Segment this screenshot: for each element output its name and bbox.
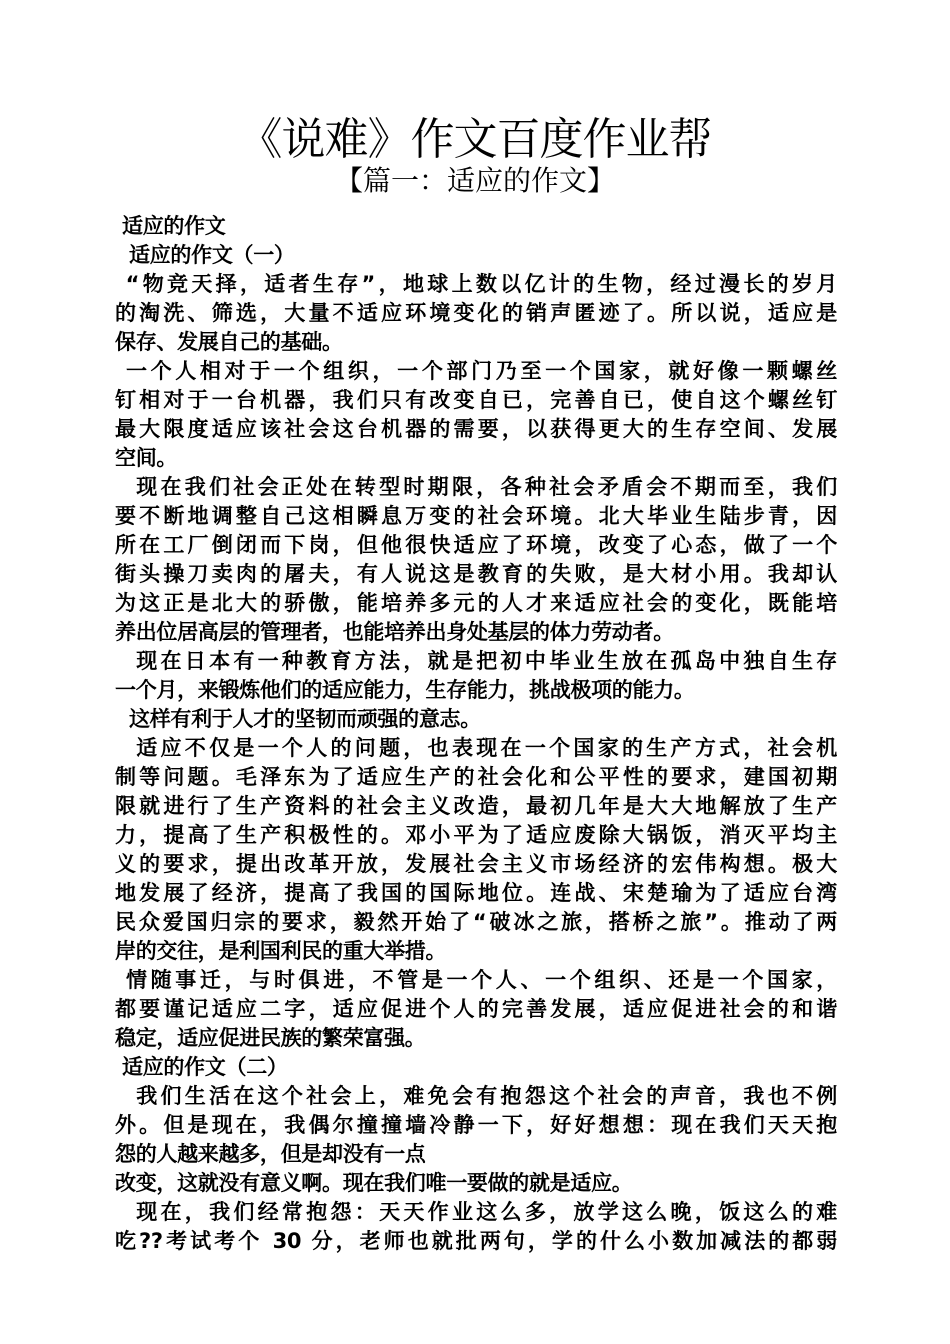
body-line: 限就进行了生产资料的社会主义改造，最初几年是大大地解放了生产 bbox=[115, 794, 837, 818]
body-line: 养出位居高层的管理者，也能培养出身处基层的体力劳动者。 bbox=[115, 620, 674, 644]
body-line: 要不断地调整自己这相瞬息万变的社会环境。北大毕业生陆步青，因 bbox=[115, 504, 837, 528]
document-body bbox=[115, 212, 837, 1256]
body-line: 力，提高了生产积极性的。邓小平为了适应废除大锅饭，消灭平均主 bbox=[115, 823, 837, 847]
body-line: 适应的作文（二） bbox=[115, 1055, 288, 1079]
document-title: 《说难》作文百度作业帮 bbox=[238, 114, 712, 165]
body-line: 一个人相对于一个组织，一个部门乃至一个国家，就好像一颗螺丝 bbox=[115, 359, 837, 383]
body-line: 的淘洗、筛选，大量不适应环境变化的销声匿迹了。所以说，适应是 bbox=[115, 301, 837, 325]
body-line: 义的要求，提出改革开放，发展社会主义市场经济的宏伟构想。极大 bbox=[115, 852, 837, 876]
body-line: 空间。 bbox=[115, 446, 178, 470]
body-line: 地发展了经济，提高了我国的国际地位。连战、宋楚瑜为了适应台湾 bbox=[115, 881, 837, 905]
body-line: 所在工厂倒闭而下岗，但他很快适应了环境，改变了心态，做了一个 bbox=[115, 533, 837, 557]
body-line: 最大限度适应该社会这台机器的需要，以获得更大的生存空间、发展 bbox=[115, 417, 837, 441]
body-line: 制等问题。毛泽东为了适应生产的社会化和公平性的要求，建国初期 bbox=[115, 765, 837, 789]
body-line: 这样有利于人才的坚韧而顽强的意志。 bbox=[115, 707, 481, 731]
body-line: 现在，我们经常抱怨：天天作业这么多，放学这么晚，饭这么的难 bbox=[115, 1200, 837, 1224]
body-line: 情随事迁，与时俱进，不管是一个人、一个组织、还是一个国家， bbox=[115, 968, 837, 992]
body-line: 怨的人越来越多，但是却没有一点 bbox=[115, 1142, 426, 1166]
body-line: 民众爱国归宗的要求，毅然开始了“破冰之旅，搭桥之旅”。推动了两 bbox=[115, 910, 837, 934]
body-line: 现在日本有一种教育方法，就是把初中毕业生放在孤岛中独自生存 bbox=[115, 649, 837, 673]
body-line: 保存、发展自己的基础。 bbox=[115, 330, 343, 354]
body-line: 外。但是现在，我偶尔撞撞墙冷静一下，好好想想：现在我们天天抱 bbox=[115, 1113, 837, 1137]
body-line: 适应的作文（一） bbox=[115, 243, 295, 267]
body-line: 现在我们社会正处在转型时期限，各种社会矛盾会不期而至，我们 bbox=[115, 475, 837, 499]
document-subtitle: 【篇一：适应的作文】 bbox=[334, 164, 615, 197]
body-line: “物竞天择，适者生存”，地球上数以亿计的生物，经过漫长的岁月 bbox=[115, 272, 837, 296]
body-line: 钉相对于一台机器，我们只有改变自已，完善自已，使自这个螺丝钉 bbox=[115, 388, 837, 412]
body-line: 适应的作文 bbox=[115, 214, 226, 238]
body-line: 岸的交往，是利国利民的重大举措。 bbox=[115, 939, 447, 963]
body-line: 我们生活在这个社会上，难免会有抱怨这个社会的声音，我也不例 bbox=[115, 1084, 837, 1108]
body-line: 街头操刀卖肉的屠夫，有人说这是教育的失败，是大材小用。我却认 bbox=[115, 562, 837, 586]
body-line: 改变，这就没有意义啊。现在我们唯一要做的就是适应。 bbox=[115, 1171, 633, 1195]
body-line: 一个月，来锻炼他们的适应能力，生存能力，挑战极项的能力。 bbox=[115, 678, 695, 702]
body-line: 稳定，适应促进民族的繁荣富强。 bbox=[115, 1026, 426, 1050]
body-line: 适应不仅是一个人的问题，也表现在一个国家的生产方式，社会机 bbox=[115, 736, 837, 760]
body-line: 为这正是北大的骄傲，能培养多元的人才来适应社会的变化，既能培 bbox=[115, 591, 837, 615]
body-line: 吃??考试考个 30 分，老师也就批两句，学的什么小数加减法的都弱 bbox=[115, 1229, 837, 1253]
body-line: 都要谨记适应二字，适应促进个人的完善发展，适应促进社会的和谐 bbox=[115, 997, 837, 1021]
